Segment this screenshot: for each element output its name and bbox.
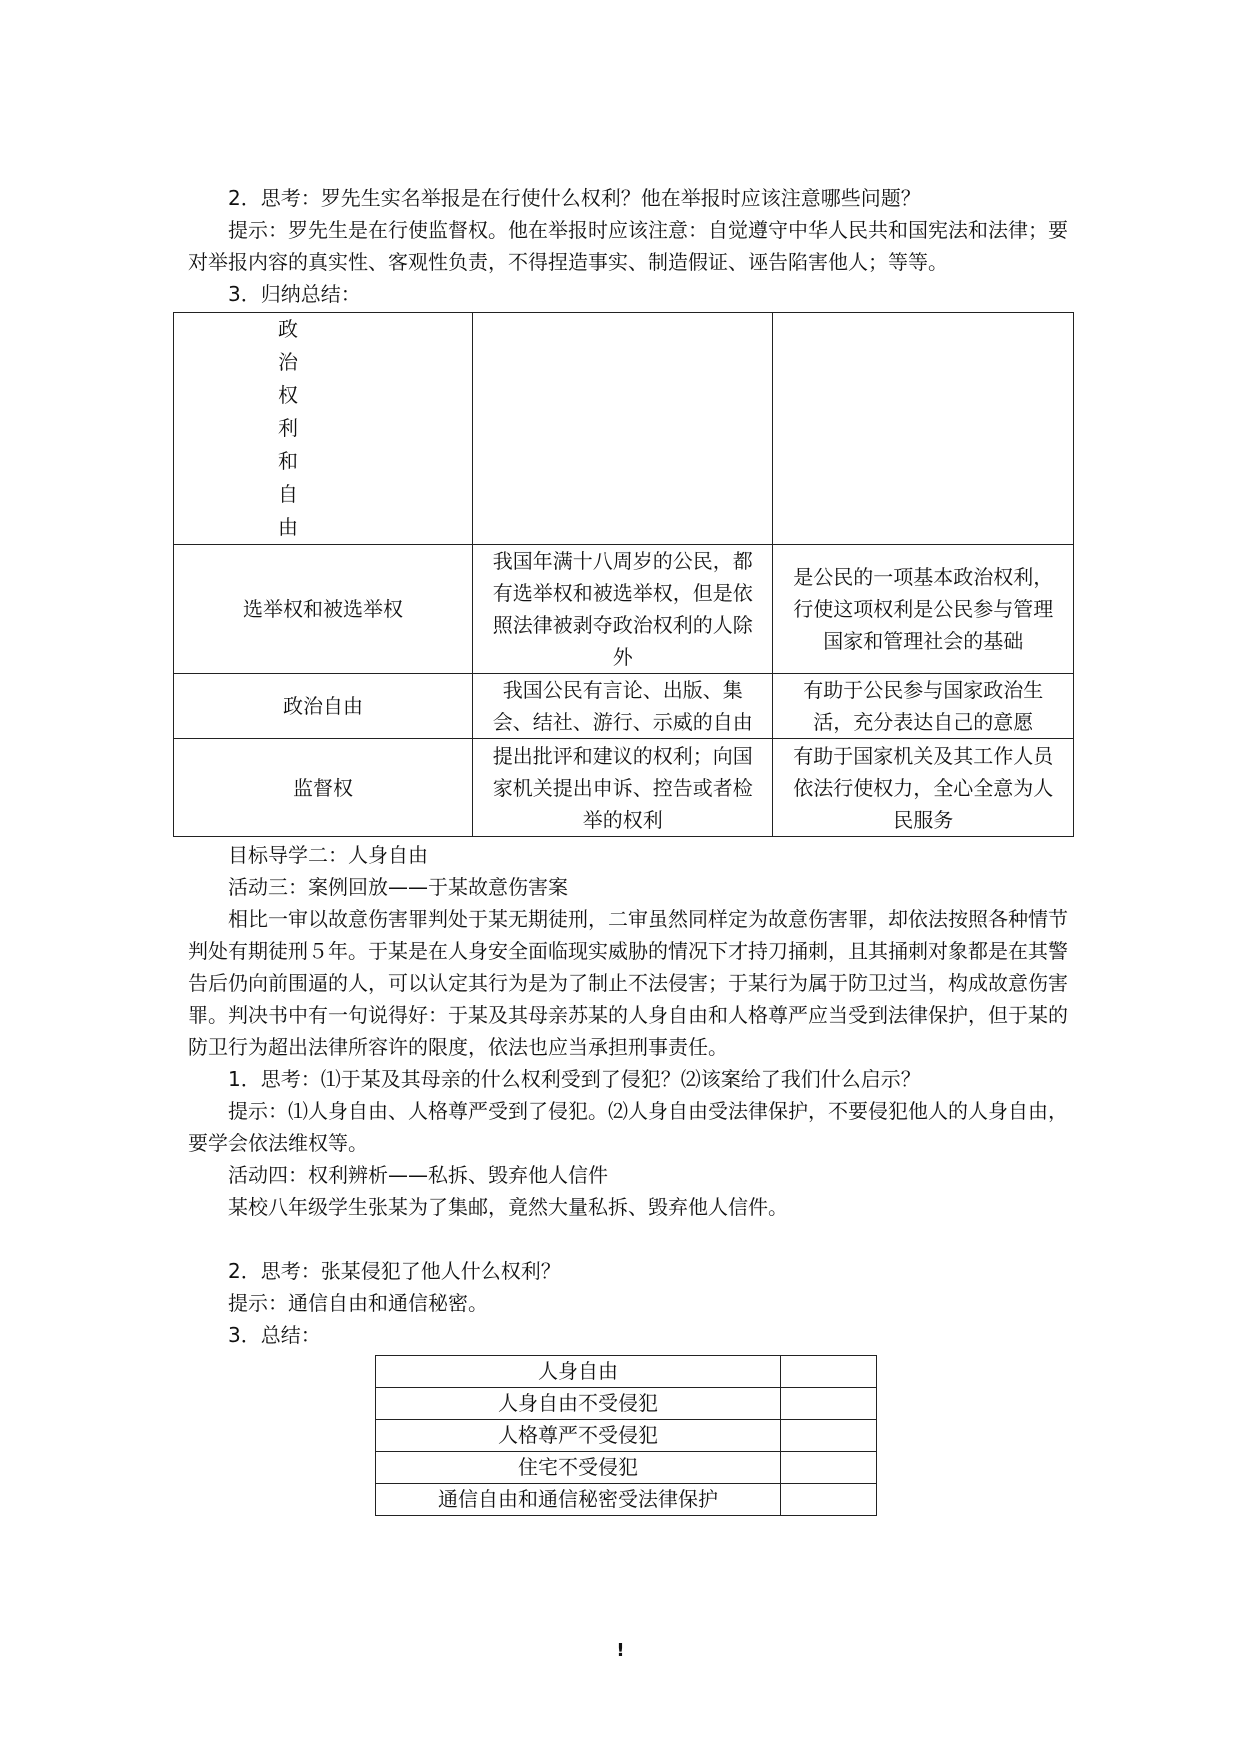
goal-heading: 目标导学二：人身自由 bbox=[228, 843, 428, 867]
table-row bbox=[174, 674, 1074, 739]
right-content-cell: 我国年满十八周岁的公民，都有选举权和被选举权，但是依照法律被剥夺政治权利的人除外 bbox=[472, 545, 773, 674]
table-empty-cell bbox=[781, 1420, 877, 1452]
personal-freedom-table bbox=[375, 1355, 877, 1516]
case-text: 相比一审以故意伤害罪判处于某无期徒刑，二审虽然同样定为故意伤害罪，却依法按照各种情节判处有期徒刑５年。于某是在人身安全面临现实威胁的情况下才持刀捅刺，且其捅刺对象都是在其警告后仍向前围逼的人，可以认定其行为是为了制止不法侵害；于某行为属于防卫过当，构成故意伤害罪。判决书中有一句说得好：于某及其母亲苏某的人身自由和人格尊严应当受到法律保护，但于某的防卫行为超出法律所容许的限度，依法也应当承担刑事责任。 bbox=[188, 907, 1068, 1059]
vertical-header-text: 政治权利和自由 bbox=[277, 317, 298, 539]
right-content-cell: 我国公民有言论、出版、集会、结社、游行、示威的自由 bbox=[472, 674, 773, 739]
activity-4-heading: 活动四：权利辨析——私拆、毁弃他人信件 bbox=[228, 1163, 608, 1187]
right-name-cell: 政治自由 bbox=[174, 674, 473, 739]
summary-label-2: 3．总结： bbox=[228, 1323, 321, 1347]
table-row bbox=[174, 739, 1074, 837]
table-empty-cell bbox=[781, 1484, 877, 1516]
table-empty-cell bbox=[773, 313, 1074, 545]
table-row bbox=[174, 545, 1074, 674]
political-rights-table bbox=[173, 312, 1074, 837]
freedom-cell: 住宅不受侵犯 bbox=[376, 1452, 781, 1484]
table-empty-cell bbox=[781, 1388, 877, 1420]
right-name-cell: 监督权 bbox=[174, 739, 473, 837]
freedom-cell: 人身自由不受侵犯 bbox=[376, 1388, 781, 1420]
right-content-cell: 提出批评和建议的权利；向国家机关提出申诉、控告或者检举的权利 bbox=[472, 739, 773, 837]
page-marker: ! bbox=[616, 1640, 625, 1661]
activity-3-heading: 活动三：案例回放——于某故意伤害案 bbox=[228, 875, 568, 899]
hint-2: 提示：罗先生是在行使监督权。他在举报时应该注意：自觉遵守中华人民共和国宪法和法律；要对举报内容的真实性、客观性负责，不得捏造事实、制造假证、诬告陷害他人；等等。 bbox=[188, 218, 1068, 274]
table-row bbox=[376, 1420, 877, 1452]
case-4-text: 某校八年级学生张某为了集邮，竟然大量私拆、毁弃他人信件。 bbox=[228, 1195, 788, 1219]
summary-label: 3．归纳总结： bbox=[228, 282, 361, 306]
freedom-cell: 通信自由和通信秘密受法律保护 bbox=[376, 1484, 781, 1516]
table-row bbox=[376, 1356, 877, 1388]
right-significance-cell: 有助于公民参与国家政治生活，充分表达自己的意愿 bbox=[773, 674, 1074, 739]
table-empty-cell bbox=[781, 1356, 877, 1388]
freedom-cell: 人格尊严不受侵犯 bbox=[376, 1420, 781, 1452]
question-1: 1．思考：⑴于某及其母亲的什么权利受到了侵犯？⑵该案给了我们什么启示？ bbox=[228, 1067, 921, 1091]
right-significance-cell: 是公民的一项基本政治权利，行使这项权利是公民参与管理国家和管理社会的基础 bbox=[773, 545, 1074, 674]
table-empty-cell bbox=[472, 313, 773, 545]
right-name-cell: 选举权和被选举权 bbox=[174, 545, 473, 674]
document-page bbox=[188, 182, 1068, 1516]
freedom-cell: 人身自由 bbox=[376, 1356, 781, 1388]
spacer bbox=[188, 1223, 1068, 1255]
table-empty-cell bbox=[781, 1452, 877, 1484]
question-2: 2．思考：罗先生实名举报是在行使什么权利？他在举报时应该注意哪些问题？ bbox=[228, 186, 921, 210]
table-row bbox=[376, 1452, 877, 1484]
table-row bbox=[376, 1484, 877, 1516]
table-header-cell bbox=[174, 313, 473, 545]
right-significance-cell: 有助于国家机关及其工作人员依法行使权力，全心全意为人民服务 bbox=[773, 739, 1074, 837]
hint-1: 提示：⑴人身自由、人格尊严受到了侵犯。⑵人身自由受法律保护，不要侵犯他人的人身自由，要学会依法维权等。 bbox=[188, 1099, 1068, 1155]
question-2b: 2．思考：张某侵犯了他人什么权利？ bbox=[228, 1259, 561, 1283]
hint-2b: 提示：通信自由和通信秘密。 bbox=[228, 1291, 488, 1315]
table-row bbox=[376, 1388, 877, 1420]
